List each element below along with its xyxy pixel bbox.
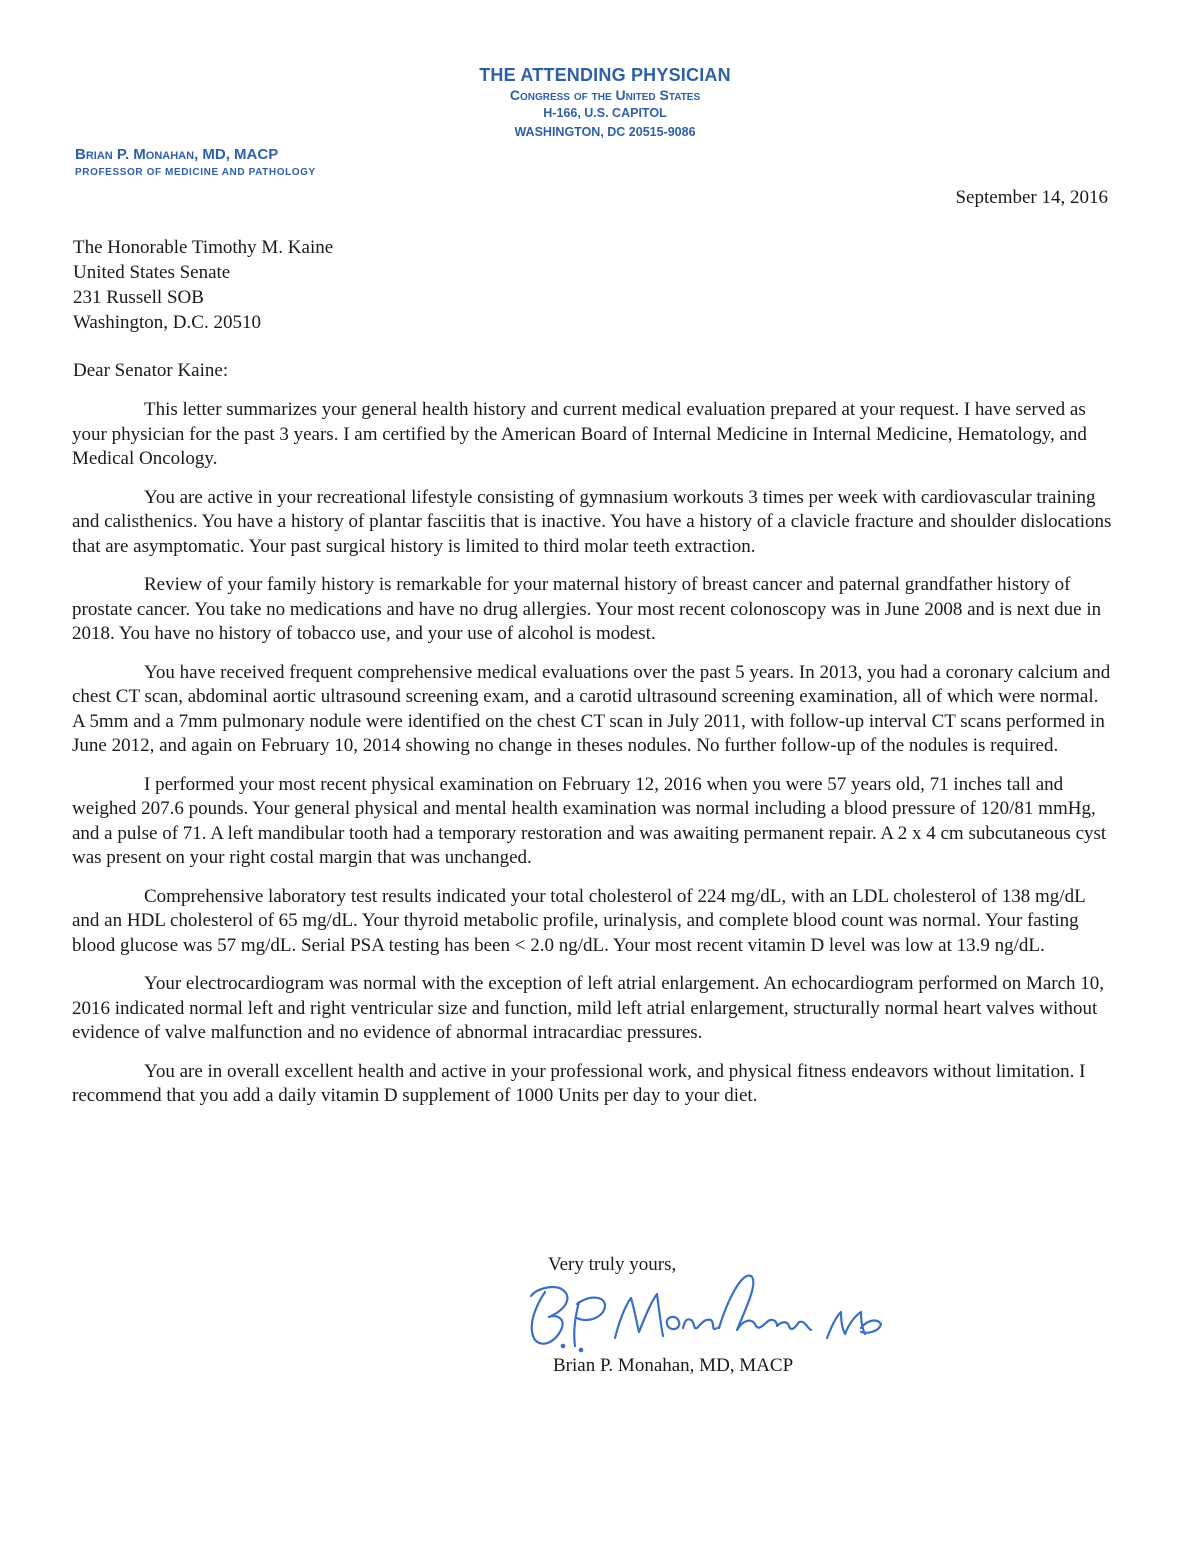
author-block	[75, 145, 316, 181]
author-name: Brian P. Monahan, MD, MACP	[75, 146, 279, 163]
body-paragraph-8: You are in overall excellent health and active in your professional work, and physical fitness endeavors without limitation. I recommend that you add a daily vitamin D supplement of 1000 Units per day to your diet.	[72, 1060, 1086, 1106]
salutation: Dear Senator Kaine:	[73, 360, 229, 381]
letter-date: September 14, 2016	[955, 187, 1108, 208]
body-paragraph-6: Comprehensive laboratory test results indicated your total cholesterol of 224 mg/dL, with an LDL cholesterol of 138 mg/dL and an HDL cholesterol of 65 mg/dL. Your thyroid metabolic profile, urinalysis, and complete blood count was normal. Your fasting blood glucose was 57 mg/dL. Serial PSA testing has been < 2.0 ng/dL. Your most recent vitamin D level was low at 13.9 ng/dL.	[72, 885, 1085, 956]
recipient-address	[73, 235, 333, 335]
body-paragraph-2: You are active in your recreational lifestyle consisting of gymnasium workouts 3 times per week with cardiovascular training and calisthenics. You have a history of plantar fasciitis that is inactive. You have a history of a clavicle fracture and shoulder dislocations that are asymptomatic. Your past surgical history is limited to third molar teeth extraction.	[72, 486, 1112, 557]
author-title: PROFESSOR OF MEDICINE AND PATHOLOGY	[75, 167, 316, 178]
letterhead-organization: Congress of the United States	[509, 87, 701, 103]
letterhead-title: THE ATTENDING PHYSICIAN	[479, 65, 731, 85]
handwritten-signature	[515, 1262, 895, 1357]
body-paragraph-5: I performed your most recent physical examination on February 12, 2016 when you were 57 years old, 71 inches tall and weighed 207.6 pounds. Your general physical and mental health examination was normal including a blood pressure of 120/81 mmHg, and a pulse of 71. A left mandibular tooth had a temporary restoration and was awaiting permanent repair. A 2 x 4 cm subcutaneous cyst was present on your right costal margin that was unchanged.	[72, 773, 1107, 868]
letterhead-room: H-166, U.S. CAPITOL	[543, 106, 667, 120]
body-paragraph-4: You have received frequent comprehensive medical evaluations over the past 5 years. In 2013, you had a coronary calcium and chest CT scan, abdominal aortic ultrasound screening exam, and a carotid ultrasound screening examination, all of which were normal. A 5mm and a 7mm pulmonary nodule were identified on the chest CT scan in July 2011, with follow-up interval CT scans performed in June 2012, and again on February 10, 2014 showing no change in theses nodules. No further follow-up of the nodules is required.	[72, 661, 1111, 756]
closing: Very truly yours,	[548, 1254, 677, 1275]
signer-name: Brian P. Monahan, MD, MACP	[553, 1355, 794, 1376]
recipient-line-1: The Honorable Timothy M. Kaine	[73, 237, 334, 258]
body-paragraph-3: Review of your family history is remarkable for your maternal history of breast cancer and paternal grandfather history of prostate cancer. You take no medications and have no drug allergies. Your most recent colonoscopy was in June 2008 and is next due in 2018. You have no history of tobacco use, and your use of alcohol is modest.	[72, 574, 1102, 644]
recipient-line-2: United States Senate	[73, 262, 231, 283]
letterhead-city: WASHINGTON, DC 20515-9086	[514, 125, 696, 139]
recipient-line-3: 231 Russell SOB	[73, 287, 204, 308]
recipient-line-4: Washington, D.C. 20510	[73, 312, 261, 333]
body-paragraph-1: This letter summarizes your general health history and current medical evaluation prepared at your request. I have served as your physician for the past 3 years. I am certified by the American Board of Internal Medicine in Internal Medicine, Hematology, and Medical Oncology.	[72, 399, 1087, 469]
letter-body	[72, 398, 1114, 1123]
letterhead	[0, 64, 1200, 142]
body-paragraph-7: Your electrocardiogram was normal with the exception of left atrial enlargement. An echocardiogram performed on March 10, 2016 indicated normal left and right ventricular size and function, mild left atrial enlargement, structurally normal heart valves without evidence of valve malfunction and no evidence of abnormal intracardiac pressures.	[72, 973, 1105, 1043]
